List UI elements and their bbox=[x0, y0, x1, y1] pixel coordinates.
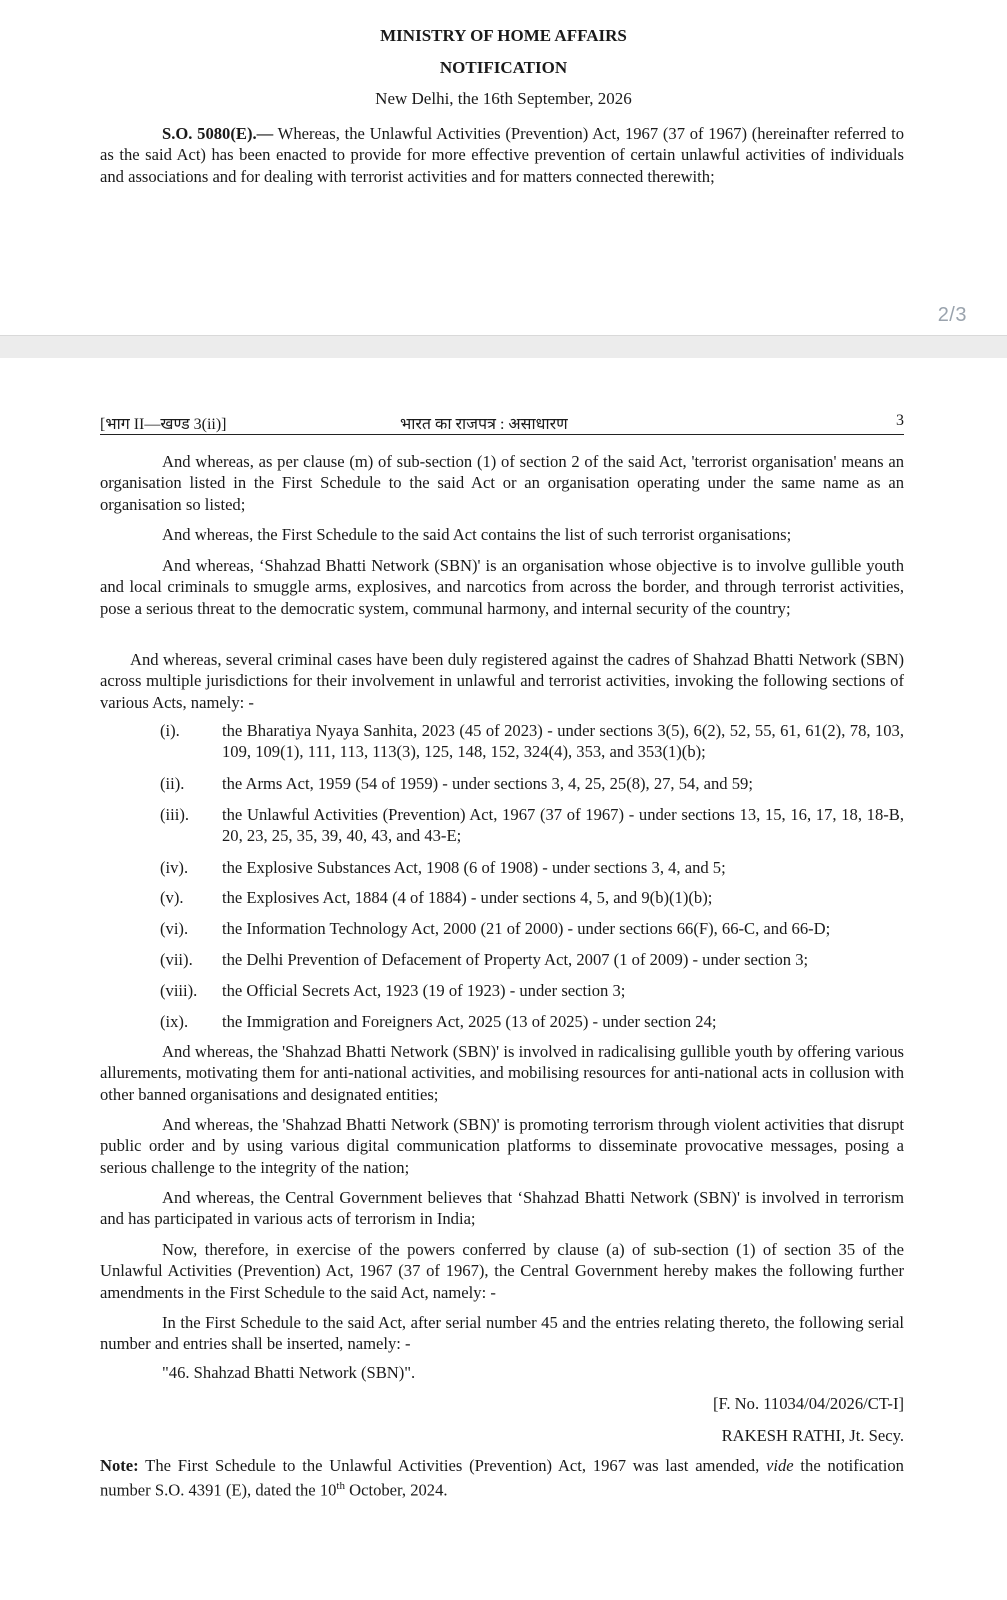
paragraph-objective: And whereas, ‘Shahzad Bhatti Network (SBN)' is an organisation whose objective is to involve gullible youth and local criminals to smuggle arms, explosives, and narcotics from across the border, and through terrorist activities, pose a serious threat to the democratic system, communal harmony, and internal security of the country; bbox=[100, 556, 904, 618]
note-text-1: The First Schedule to the Unlawful Activities (Prevention) Act, 1967 was last amended, bbox=[138, 1456, 767, 1475]
paragraph-definition: And whereas, as per clause (m) of sub-section (1) of section 2 of the said Act, 'terrorist organisation' means an organisation listed in the First Schedule to the said Act or an organisation operating under the same name as an organisation so listed; bbox=[100, 452, 904, 514]
note-vide: vide bbox=[766, 1456, 794, 1475]
note-paragraph bbox=[100, 1455, 904, 1501]
paragraph-schedule: And whereas, the First Schedule to the said Act contains the list of such terrorist organisations; bbox=[162, 525, 792, 544]
document-page-2 bbox=[0, 0, 1007, 335]
page-indicator: 2/3 bbox=[937, 304, 967, 326]
dateline: New Delhi, the 16th September, 2026 bbox=[375, 89, 632, 108]
notification-heading: NOTIFICATION bbox=[439, 58, 568, 77]
note-sup: th bbox=[336, 1480, 345, 1493]
paragraph-promoting: And whereas, the 'Shahzad Bhatti Network (SBN)' is promoting terrorism through violent activities that disrupt public order and by using various digital communication platforms to disseminate provocative messages, posing a serious challenge to the integrity of the nation; bbox=[100, 1115, 904, 1177]
inserted-entry: "46. Shahzad Bhatti Network (SBN)". bbox=[162, 1363, 416, 1382]
signatory: RAKESH RATHI, Jt. Secy. bbox=[721, 1426, 904, 1445]
file-number: [F. No. 11034/04/2026/CT-I] bbox=[712, 1394, 904, 1413]
gazette-header bbox=[100, 412, 904, 435]
paragraph-now-therefore: Now, therefore, in exercise of the powers conferred by clause (a) of sub-section (1) of section 35 of the Unlawful Activities (Prevention) Act, 1967 (37 of 1967), the Central Government hereby makes the following further amendments in the First Schedule to the said Act, namely: - bbox=[100, 1240, 904, 1302]
paragraph-cases: And whereas, several criminal cases have been duly registered against the cadres of Shahzad Bhatti Network (SBN) across multiple jurisdictions for their involvement in unlawful and terrorist activities, invoking the following sections of various Acts, namely: - bbox=[100, 650, 904, 712]
note-label: Note: bbox=[100, 1456, 139, 1475]
so-number: S.O. 5080(E).— bbox=[162, 124, 274, 143]
opening-text: Whereas, the Unlawful Activities (Prevention) Act, 1967 (37 of 1967) (hereinafter referred to as the said Act) has been enacted to provide for more effective prevention of certain unlawful activities of individuals and associations and for dealing with terrorist activities and for matters connected therewith; bbox=[100, 124, 904, 186]
page-separator bbox=[0, 335, 1007, 359]
header-page-number: 3 bbox=[896, 412, 904, 429]
header-title: भारत का राजपत्र : असाधारण bbox=[400, 416, 568, 433]
paragraph-believes: And whereas, the Central Government believes that ‘Shahzad Bhatti Network (SBN)' is involved in terrorism and has participated in various acts of terrorism in India; bbox=[100, 1188, 904, 1229]
paragraph-insertion: In the First Schedule to the said Act, after serial number 45 and the entries relating thereto, the following serial number and entries shall be inserted, namely: - bbox=[100, 1313, 904, 1354]
opening-paragraph bbox=[100, 123, 904, 187]
note-text-3: October, 2024. bbox=[344, 1480, 448, 1500]
ministry-heading: MINISTRY OF HOME AFFAIRS bbox=[380, 26, 627, 45]
paragraph-radicalising: And whereas, the 'Shahzad Bhatti Network (SBN)' is involved in radicalising gullible youth by offering various allurements, motivating them for anti-national activities, and mobilising resources for anti-national acts in collusion with other banned organisations and designated entities; bbox=[100, 1042, 904, 1104]
note-text-2: the notification number S.O. 4391 (E), dated the 10 bbox=[100, 1456, 904, 1500]
header-part: [भाग II—खण्ड 3(ii)] bbox=[100, 416, 227, 433]
